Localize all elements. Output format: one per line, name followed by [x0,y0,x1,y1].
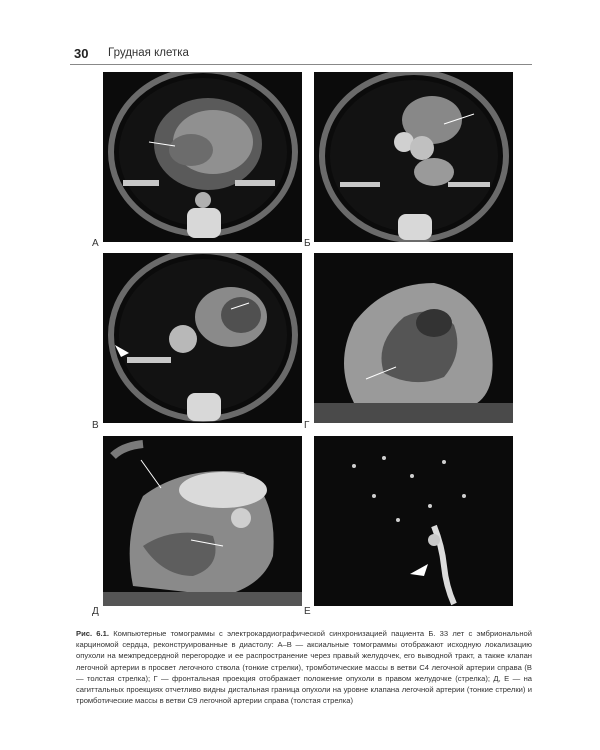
panel-label-a: А [92,238,99,249]
ct-image-b [314,72,513,242]
panel-label-v: В [92,420,99,431]
page-number: 30 [74,46,89,61]
figure-caption [76,628,532,706]
panel-label-b: Б [304,238,311,249]
caption-text: Компьютерные томограммы с электрокардиографической синхронизацией пациента Б. 33 лет с эмбриональной карциномой сердца, реконструированные в диастолу: А–В — аксиальные томограммы отображают исходную локализацию опухоли на межпредсердной перегородке и ее распространение через правый желудочек, его выводной тракт, а также клапан легочной артерии в просвет легочного ствола (тонкие стрелки), тромботические массы в ветви С4 легочной артерии справа (В — толстая стрелка); Г — фронтальная проекция отображает положение опухоли в правом желудочке (стрелка); Д, Е — на сагиттальных проекциях отчетливо видны дистальная граница опухоли на уровне клапана легочной артерии (тонкие стрелки) и тромботические массы в ветви С9 легочной артерии справа (толстая стрелка) [76,629,532,706]
ct-image-d [103,436,302,606]
ct-image-a [103,72,302,242]
panel-label-d: Д [92,606,99,617]
panel-label-e: Е [304,606,311,617]
panel-label-g: Г [304,420,310,431]
ct-image-g [314,253,513,423]
ct-image-v [103,253,302,423]
caption-label: Рис. 6.1. [76,629,109,638]
running-title: Грудная клетка [108,47,189,59]
header-rule [70,64,532,65]
ct-image-e [314,436,513,606]
